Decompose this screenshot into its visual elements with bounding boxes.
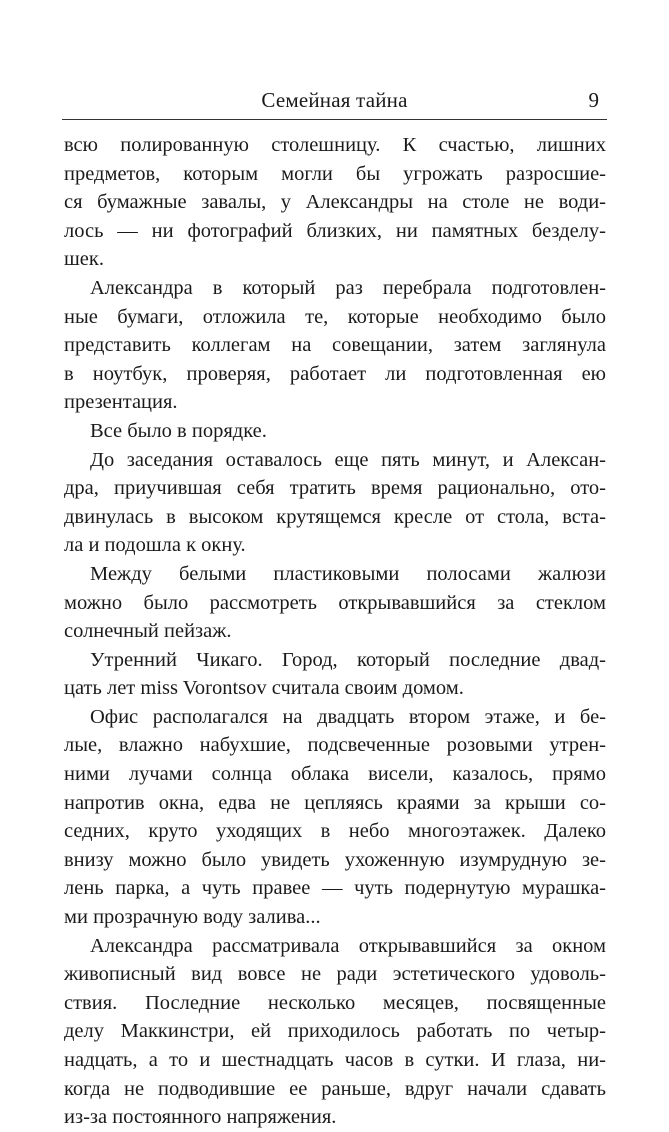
text-line: когда не подводившие ее раньше, вдруг начали сдавать bbox=[64, 1077, 606, 1100]
text-line: предметов, которым могли бы угрожать разросшие- bbox=[64, 162, 606, 185]
text-line: Александра в который раз перебрала подготовлен- bbox=[90, 276, 606, 299]
paragraph bbox=[64, 703, 606, 932]
text-line: Между белыми пластиковыми полосами жалюзи bbox=[90, 562, 606, 585]
text-line: презентация. bbox=[64, 391, 178, 414]
paragraph bbox=[64, 446, 606, 560]
header-rule bbox=[62, 119, 607, 120]
text-line: солнечный пейзаж. bbox=[64, 620, 232, 643]
text-line: внизу можно было увидеть ухоженную изумрудную зе- bbox=[64, 848, 606, 871]
text-line: представить коллегам на совещании, затем заглянула bbox=[64, 334, 606, 357]
text-line: можно было рассмотреть открывавшийся за стеклом bbox=[64, 591, 606, 614]
text-line: всю полированную столешницу. К счастью, лишних bbox=[64, 134, 606, 156]
page-number: 9 bbox=[588, 88, 599, 112]
paragraph bbox=[64, 932, 606, 1132]
body-text bbox=[64, 131, 606, 1132]
text-line: ла и подошла к окну. bbox=[64, 534, 246, 557]
text-line: лось — ни фотографий близких, ни памятных безделу- bbox=[64, 219, 606, 242]
text-line: цать лет miss Vorontsov считала своим домом. bbox=[64, 677, 464, 700]
text-line: в ноутбук, проверяя, работает ли подготовленная ею bbox=[64, 362, 606, 385]
paragraph bbox=[64, 417, 606, 446]
text-line: живописный вид вовсе не ради эстетического удоволь- bbox=[64, 963, 606, 986]
text-line: ми прозрачную воду залива... bbox=[64, 906, 321, 929]
text-line: Все было в порядке. bbox=[90, 419, 267, 442]
text-line: шек. bbox=[64, 248, 104, 271]
text-line: двинулась в высоком крутящемся кресле от стола, вста- bbox=[64, 505, 606, 528]
text-line: До заседания оставалось еще пять минут, и Алексан- bbox=[90, 448, 606, 471]
text-line: Утренний Чикаго. Город, который последние двад- bbox=[90, 648, 606, 671]
running-title: Семейная тайна bbox=[261, 88, 408, 112]
paragraph bbox=[64, 560, 606, 646]
paragraph bbox=[64, 646, 606, 703]
text-line: лень парка, а чуть правее — чуть подернутую мурашка- bbox=[64, 877, 606, 900]
running-header bbox=[62, 86, 607, 118]
text-line: Офис располагался на двадцать втором этаже, и бе- bbox=[90, 705, 606, 728]
text-line: из-за постоянного напряжения. bbox=[64, 1106, 337, 1129]
text-line: дра, приучившая себя тратить время рационально, ото- bbox=[64, 477, 606, 500]
text-line: ними лучами солнца облака висели, казалось, прямо bbox=[64, 763, 606, 786]
text-line: делу Маккинстри, ей приходилось работать по четыр- bbox=[64, 1020, 606, 1043]
text-line: седних, круто уходящих в небо многоэтажек. Далеко bbox=[64, 820, 606, 843]
text-line: ные бумаги, отложила те, которые необходимо было bbox=[64, 305, 606, 328]
text-line: напротив окна, едва не цепляясь краями за крыши со- bbox=[64, 791, 606, 814]
text-line: Александра рассматривала открывавшийся за окном bbox=[90, 934, 606, 957]
text-line: ствия. Последние несколько месяцев, посвященные bbox=[64, 991, 606, 1014]
text-line: надцать, а то и шестнадцать часов в сутки. И глаза, ни- bbox=[64, 1049, 606, 1071]
paragraph bbox=[64, 274, 606, 417]
text-line: лые, влажно набухшие, подсвеченные розовыми утрен- bbox=[64, 734, 606, 757]
paragraph bbox=[64, 131, 606, 274]
text-line: ся бумажные завалы, у Александры на столе не води- bbox=[64, 191, 606, 214]
